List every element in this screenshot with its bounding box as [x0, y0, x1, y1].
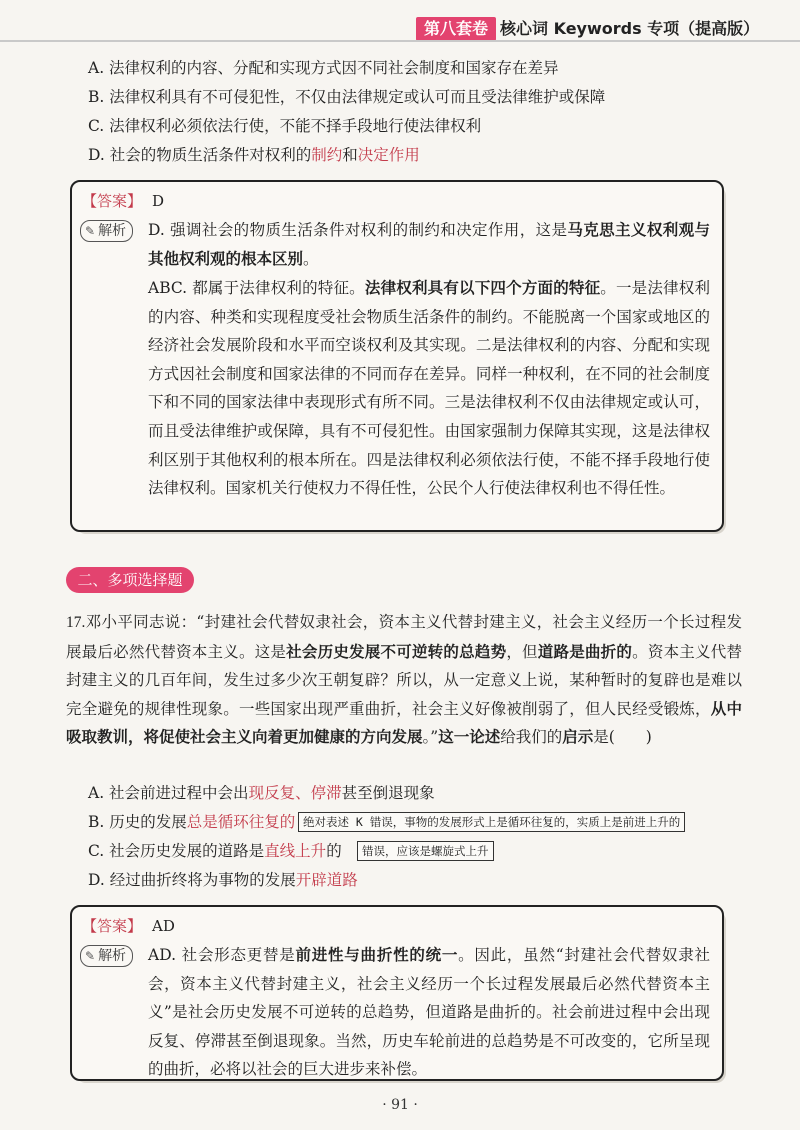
page-number: · 91 · [382, 1097, 418, 1113]
q16-answer-box [70, 180, 724, 532]
q17-option-c [88, 840, 342, 862]
q16-analysis-badge [80, 220, 133, 242]
q17-stem-bold-4: 这一论述 [438, 727, 501, 747]
header-title: 核心词 Keywords 专项（提高版） [500, 19, 760, 38]
header-divider [0, 40, 800, 42]
q17-option-d-text: D. 经过曲折终将为事物的发展 [88, 871, 296, 889]
q17-analysis-text-b: 。因此，虽然“封建社会代替奴隶社会，资本主义代替封建主义，社会主义经历一个长过程发展最后必然代替资本主义”是社会历史发展不可逆转的总趋势，但道路是曲折的。社会前进过程中会出现反复、停滞甚至倒退现象。当然，历史车轮前进的总趋势是不可改变的，它所呈现的曲折，必将以社会的巨大进步来补偿。 [148, 946, 710, 1079]
q17-option-a-highlight: 现反复、停滞 [248, 784, 342, 802]
q16-option-d [88, 144, 420, 166]
section-title-multiple-choice: 二、多项选择题 [66, 567, 194, 593]
q17-analysis-text [148, 941, 710, 1084]
q17-stem [66, 608, 742, 752]
q17-option-b-text: B. 历史的发展 [88, 813, 187, 831]
q17-stem-bold-2: 道路是曲折的 [537, 641, 633, 661]
q16-option-d-highlight-2: 决定作用 [357, 146, 420, 164]
q17-stem-4: 。” [422, 728, 439, 747]
q17-stem-2: ，但 [506, 642, 538, 661]
q17-option-b-highlight: 总是循环往复的 [186, 813, 296, 831]
q17-analysis-bold: 前进性与曲折性的统一 [295, 945, 459, 964]
q16-option-a: A. 法律权利的内容、分配和实现方式因不同社会制度和国家存在差异 [88, 59, 559, 77]
q16-analysis-p2-text-b: 。一是法律权利的内容、种类和实现程度受社会物质生活条件的制约。不能脱离一个国家或地区的经济社会发展阶段和水平而空谈权利及其实现。二是法律权利的内容、分配和实现方式因社会制度和国家法律的不同而存在差异。同样一种权利，在不同的社会制度下和不同的国家法律中表现形式有所不同。三是法律权利不仅由法律规定或认可，而且受法律维护或保障，具有不可侵犯性。由国家强制力保障其实现，这是法律权利区别于其他权利的根本所在。四是法律权利必须依法行使，不能不择手段地行使法律权利。国家机关行使权力不得任性，公民个人行使法律权利也不得任性。 [148, 279, 710, 498]
q16-analysis-p1-text: D. 强调社会的物质生活条件对权利的制约和决定作用，这是 [148, 221, 568, 239]
q17-analysis-label: 解析 [98, 948, 127, 964]
q17-answer-box [70, 905, 724, 1081]
q16-analysis-p2-text-a: ABC. 都属于法律权利的特征。 [148, 279, 365, 297]
q17-stem-3: 。资本主义代替封建主义的几百年间，发生过多少次王朝复辟？所以，从一定意义上说，某种暂时的复辟也是难以完全避免的规律性现象。一些国家出现严重曲折，社会主义好像被削弱了，但人民经受锻炼， [66, 642, 742, 718]
q17-option-c-text: C. 社会历史发展的道路是 [88, 842, 265, 860]
q16-answer-label: 【答案】 [82, 192, 143, 210]
q17-answer-row [82, 915, 175, 936]
q17-option-c-annotation: 错误，应该是螺旋式上升 [357, 841, 494, 861]
q17-answer-label: 【答案】 [82, 917, 143, 935]
q17-option-b-annotation: 绝对表述 K 错误，事物的发展形式上是循环往复的，实质上是前进上升的 [298, 812, 685, 832]
pen-icon: ✎ [85, 224, 96, 238]
q17-stem-bold-3: 从中吸取教训，将促使社会主义向着更加健康的方向发展 [66, 698, 742, 747]
q17-stem-bold-1: 社会历史发展不可逆转的总趋势 [286, 641, 507, 661]
q17-option-c-highlight: 直线上升 [264, 842, 327, 860]
q16-option-b: B. 法律权利具有不可侵犯性，不仅由法律规定或认可而且受法律维护或保障 [88, 88, 606, 106]
q17-analysis-text-a: AD. 社会形态更替是 [148, 946, 296, 964]
q16-answer-value: D [152, 192, 165, 210]
q17-option-a [88, 782, 435, 804]
q17-analysis-badge [80, 945, 133, 967]
header-tag: 第八套卷 [416, 17, 496, 41]
q16-analysis-label: 解析 [98, 223, 127, 239]
q17-answer-value: AD [152, 917, 175, 935]
q17-number: 17. [66, 614, 86, 631]
q16-analysis-p1 [148, 216, 710, 273]
q17-stem-1: 邓小平同志说：“封建社会代替奴隶社会，资本主义代替封建主义，社会主义经历一个长过程发展最后必然代替资本主义。这是 [66, 613, 742, 661]
q17-stem-bold-5: 启示 [562, 727, 594, 747]
q17-option-b [88, 811, 295, 833]
q17-option-c-suffix: 的 [326, 842, 342, 860]
q16-analysis-p1-end: 。 [303, 249, 319, 268]
q17-stem-5: 给我们的 [500, 728, 563, 747]
page-header [0, 0, 800, 44]
pen-icon: ✎ [85, 949, 96, 963]
q16-analysis-p1-bold: 马克思主义权利观与其他权利观的根本区别 [148, 220, 710, 268]
q17-option-d [88, 869, 358, 891]
q16-analysis-p2 [148, 274, 710, 503]
q17-option-a-suffix: 甚至倒退现象 [341, 784, 435, 802]
q16-option-c: C. 法律权利必须依法行使，不能不择手段地行使法律权利 [88, 117, 482, 135]
q17-option-a-text: A. 社会前进过程中会出 [88, 784, 249, 802]
q16-option-d-highlight-1: 制约 [311, 146, 343, 164]
q16-answer-row [82, 190, 164, 211]
q17-option-d-highlight: 开辟道路 [295, 871, 358, 889]
q17-stem-6: 是( ) [593, 728, 652, 747]
q16-option-d-text-mid: 和 [342, 146, 358, 164]
q16-analysis-p2-bold: 法律权利具有以下四个方面的特征 [364, 278, 601, 297]
q16-option-d-text: D. 社会的物质生活条件对权利的 [88, 146, 312, 164]
